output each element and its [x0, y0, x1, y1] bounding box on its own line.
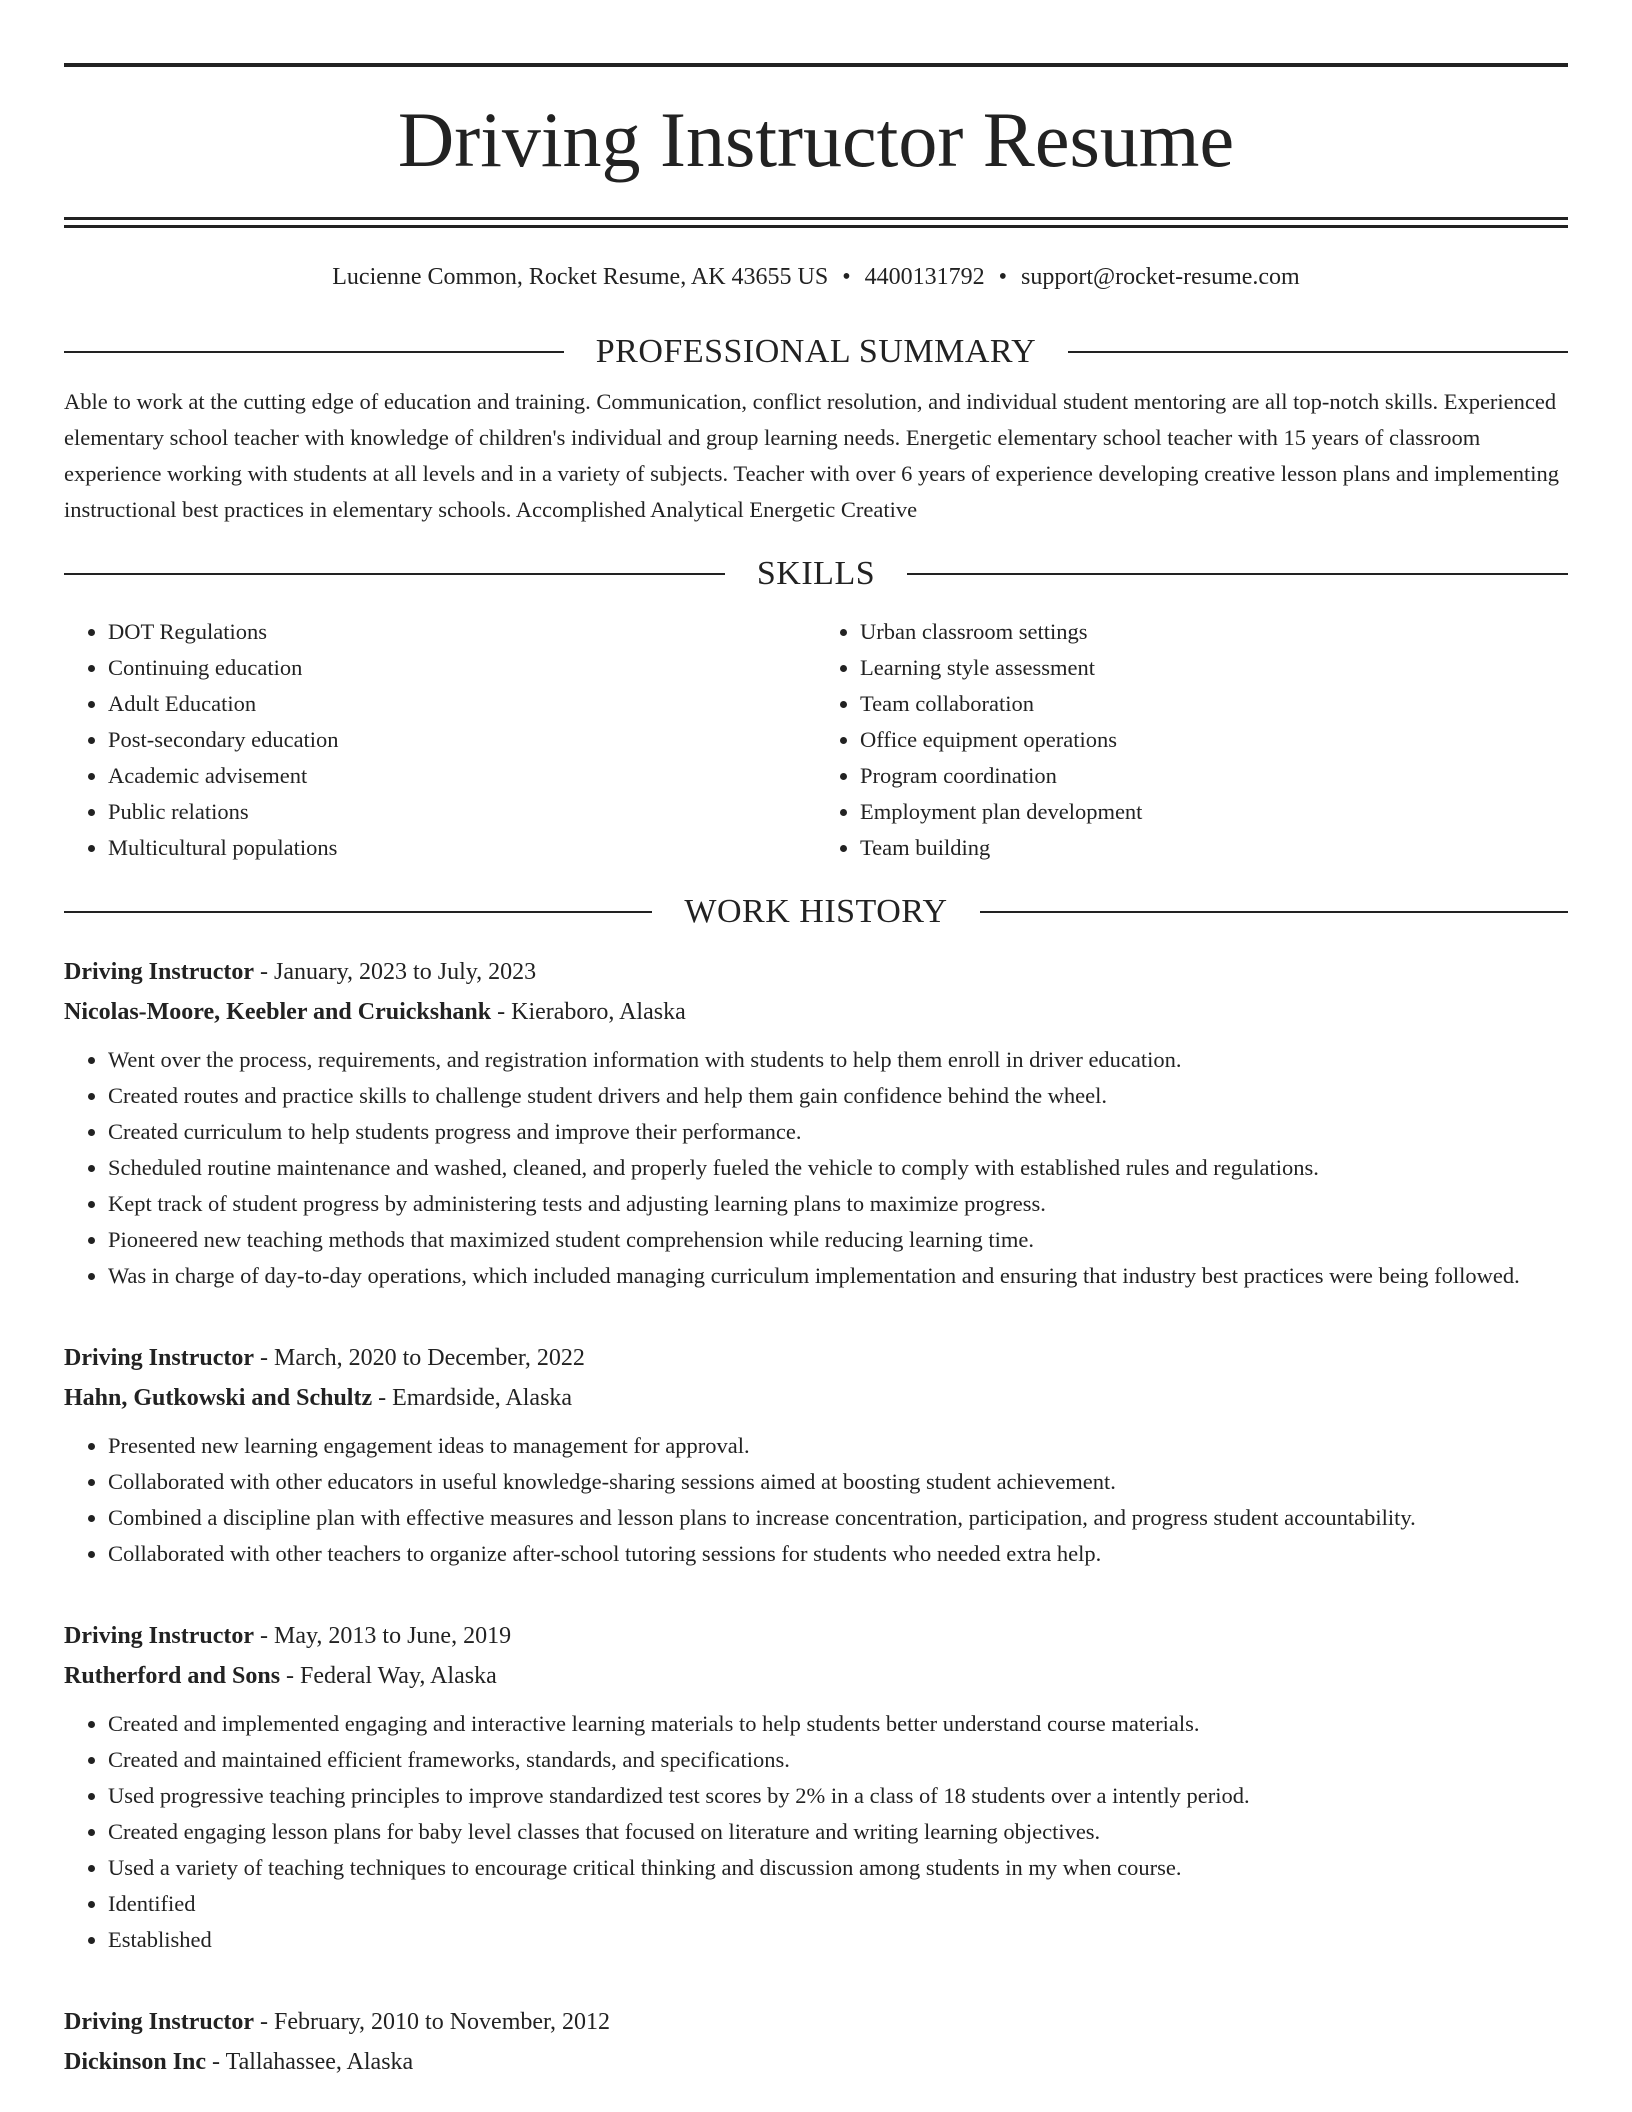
skill-item: • Continuing education	[108, 650, 816, 686]
job-company: Nicolas-Moore, Keebler and Cruickshank	[64, 999, 492, 1025]
contact-line	[64, 262, 1568, 292]
skill-item: • Multicultural populations	[108, 830, 816, 866]
work-history-list	[64, 952, 1568, 2082]
job-duty-item: • Created curriculum to help students progress and improve their performance.	[108, 1114, 1568, 1150]
summary-heading-label: PROFESSIONAL SUMMARY	[595, 333, 1037, 370]
heading-rule-left	[64, 911, 652, 913]
job-dates: - May, 2013 to June, 2019	[253, 1623, 512, 1649]
job-dates: - February, 2010 to November, 2012	[253, 2009, 611, 2035]
skill-item: • DOT Regulations	[108, 614, 816, 650]
job-title-line	[64, 2002, 1568, 2042]
job-company: Hahn, Gutkowski and Schultz	[64, 1385, 373, 1411]
skills-heading-label: SKILLS	[756, 555, 876, 592]
heading-rule-left	[64, 351, 564, 353]
job-company-line	[64, 1656, 1568, 1696]
heading-rule-left	[64, 573, 725, 575]
job-company: Rutherford and Sons	[64, 1663, 281, 1689]
job-title-line	[64, 1338, 1568, 1378]
job-duties-list	[64, 1428, 1568, 1572]
resume-title: Driving Instructor Resume	[397, 96, 1235, 183]
contact-address: Lucienne Common, Rocket Resume, AK 43655 US	[332, 264, 829, 290]
summary-section-heading	[64, 332, 1568, 372]
job-entry	[64, 952, 1568, 1294]
job-duty-item: • Created engaging lesson plans for baby level classes that focused on literature and writing learning objectives.	[108, 1814, 1568, 1850]
job-company: Dickinson Inc	[64, 2049, 207, 2075]
skill-item: • Team collaboration	[860, 686, 1568, 722]
professional-summary-text: Able to work at the cutting edge of education and training. Communication, conflict resolution, and individual student mentoring are all top-notch skills. Experienced elementary school teacher with knowledge of children's individual and group learning needs. Energetic elementary school teacher with 15 years of classroom experience working with students at all levels and in a variety of subjects. Teacher with over 6 years of experience developing creative lesson plans and implementing instructional best practices in elementary schools. Accomplished Analytical Energetic Creative	[64, 389, 1560, 522]
job-title: Driving Instructor	[64, 2009, 254, 2035]
job-duty-item: • Established	[108, 1922, 1568, 1958]
job-duty-item: • Pioneered new teaching methods that maximized student comprehension while reducing learning time.	[108, 1222, 1568, 1258]
job-duty-item: • Went over the process, requirements, and registration information with students to help them enroll in driver education.	[108, 1042, 1568, 1078]
job-duty-item: • Created and maintained efficient frameworks, standards, and specifications.	[108, 1742, 1568, 1778]
skills-section-heading	[64, 554, 1568, 594]
job-duty-item: • Collaborated with other educators in useful knowledge-sharing sessions aimed at boosting student achievement.	[108, 1464, 1568, 1500]
job-duty-item: • Kept track of student progress by administering tests and adjusting learning plans to maximize progress.	[108, 1186, 1568, 1222]
job-duty-item: • Created routes and practice skills to challenge student drivers and help them gain confidence behind the wheel.	[108, 1078, 1568, 1114]
skills-columns	[64, 614, 1568, 866]
job-entry	[64, 1616, 1568, 1958]
resume-page	[64, 0, 1568, 2082]
job-location: - Emardside, Alaska	[372, 1385, 573, 1411]
skill-item: • Office equipment operations	[860, 722, 1568, 758]
contact-phone: 4400131792	[864, 264, 985, 290]
job-company-line	[64, 992, 1568, 1032]
job-location: - Kieraboro, Alaska	[491, 999, 686, 1025]
job-title: Driving Instructor	[64, 1623, 254, 1649]
heading-rule-right	[980, 911, 1568, 913]
skill-item: • Team building	[860, 830, 1568, 866]
skill-item: • Post-secondary education	[108, 722, 816, 758]
contact-email: support@rocket-resume.com	[1021, 264, 1300, 290]
contact-separator: •	[842, 264, 851, 290]
job-duty-item: • Was in charge of day-to-day operations, which included managing curriculum implementation and ensuring that industry best practices were being followed.	[108, 1258, 1568, 1294]
job-company-line	[64, 2042, 1568, 2082]
job-duty-item: • Collaborated with other teachers to organize after-school tutoring sessions for students who needed extra help.	[108, 1536, 1568, 1572]
job-duties-list	[64, 1706, 1568, 1958]
job-entry	[64, 2002, 1568, 2082]
job-company-line	[64, 1378, 1568, 1418]
job-location: - Tallahassee, Alaska	[206, 2049, 414, 2075]
skill-item: • Adult Education	[108, 686, 816, 722]
job-duty-item: • Presented new learning engagement ideas to management for approval.	[108, 1428, 1568, 1464]
job-title-line	[64, 952, 1568, 992]
job-entry	[64, 1338, 1568, 1572]
job-dates: - January, 2023 to July, 2023	[253, 959, 537, 985]
job-duty-item: • Scheduled routine maintenance and washed, cleaned, and properly fueled the vehicle to comply with established rules and regulations.	[108, 1150, 1568, 1186]
job-duty-item: • Used progressive teaching principles to improve standardized test scores by 2% in a class of 18 students over a intently period.	[108, 1778, 1568, 1814]
skill-item: • Employment plan development	[860, 794, 1568, 830]
work-heading-label: WORK HISTORY	[684, 893, 948, 930]
job-duty-item: • Combined a discipline plan with effective measures and lesson plans to increase concentration, participation, and progress student accountability.	[108, 1500, 1568, 1536]
skill-item: • Urban classroom settings	[860, 614, 1568, 650]
job-dates: - March, 2020 to December, 2022	[253, 1345, 585, 1371]
title-double-rule	[64, 217, 1568, 228]
heading-rule-right	[1068, 351, 1568, 353]
job-duty-item: • Used a variety of teaching techniques to encourage critical thinking and discussion among students in my when course.	[108, 1850, 1568, 1886]
skill-item: • Public relations	[108, 794, 816, 830]
skill-item: • Academic advisement	[108, 758, 816, 794]
top-rule	[64, 63, 1568, 67]
skill-item: • Program coordination	[860, 758, 1568, 794]
job-location: - Federal Way, Alaska	[280, 1663, 497, 1689]
job-title-line	[64, 1616, 1568, 1656]
job-duty-item: • Identified	[108, 1886, 1568, 1922]
heading-rule-right	[907, 573, 1568, 575]
job-duties-list	[64, 1042, 1568, 1294]
job-duty-item: • Created and implemented engaging and interactive learning materials to help students better understand course materials.	[108, 1706, 1568, 1742]
skills-list-left	[64, 614, 816, 866]
job-title: Driving Instructor	[64, 959, 254, 985]
skill-item: • Learning style assessment	[860, 650, 1568, 686]
work-section-heading	[64, 892, 1568, 932]
contact-separator: •	[998, 264, 1008, 290]
job-title: Driving Instructor	[64, 1345, 254, 1371]
skills-list-right	[816, 614, 1568, 866]
